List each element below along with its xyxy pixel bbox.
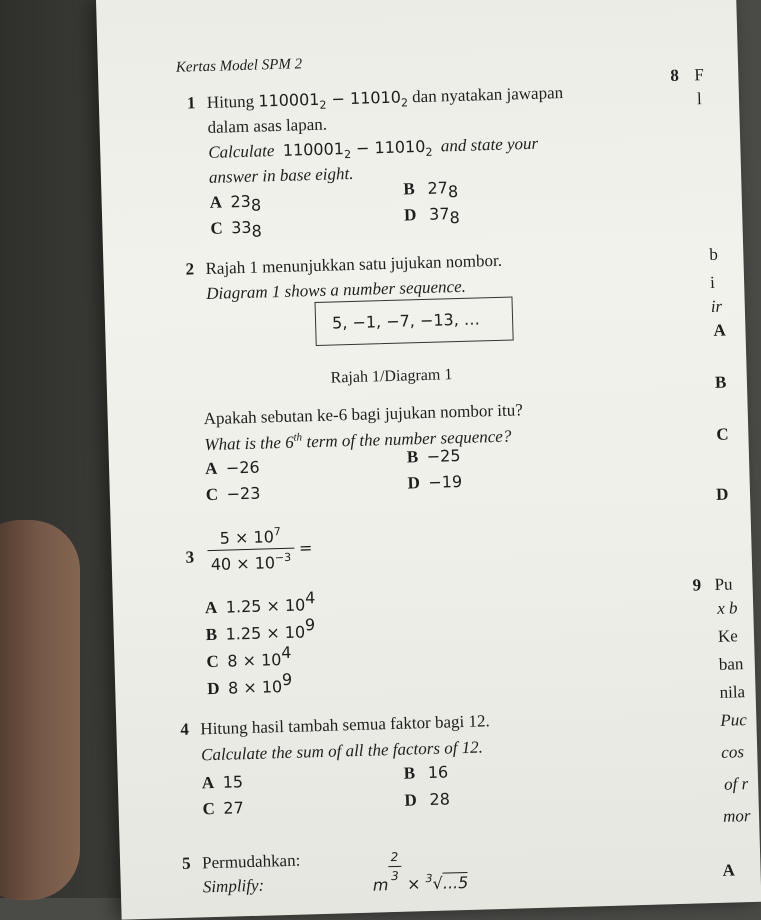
q1-en-pre: Calculate xyxy=(208,141,275,162)
diagram-caption: Rajah 1/Diagram 1 xyxy=(330,366,453,387)
q5-number: 5 xyxy=(181,853,191,873)
q3-equals: = xyxy=(298,538,313,558)
q8-cut-line2: l xyxy=(696,89,702,109)
q8-number: 8 xyxy=(670,65,680,85)
q2-en-q-pre: What is the 6 xyxy=(204,432,294,455)
q1-english-line1 xyxy=(208,134,538,165)
bleed-through-text xyxy=(522,220,528,246)
q3-number: 3 xyxy=(185,547,195,567)
q1-option-c[interactable] xyxy=(210,217,262,241)
option-exp: 4 xyxy=(304,588,316,608)
cut-option-d: D xyxy=(715,484,729,504)
q1-minus: − xyxy=(326,88,351,109)
q4-option-a[interactable] xyxy=(202,772,244,793)
q1-en-expr-b: 11010 xyxy=(374,136,426,158)
option-letter: D xyxy=(404,790,418,810)
option-mant: 8 × 10 xyxy=(227,677,283,698)
q1-base-a: 2 xyxy=(319,98,327,112)
q3-numerator xyxy=(207,525,294,551)
q1-ms-post: dan nyatakan jawapan xyxy=(411,82,564,107)
q2-number: 2 xyxy=(185,259,195,279)
q4-english-stem: Calculate the sum of all the factors of 12. xyxy=(200,737,484,765)
cut-text-xb: x b xyxy=(716,598,738,618)
q3-denominator xyxy=(207,549,294,574)
q2-en-q-sup: th xyxy=(293,431,303,444)
option-letter: A xyxy=(204,597,218,618)
q1-malay-line2: dalam asas lapan. xyxy=(207,114,328,137)
option-mant: 1.25 × 10 xyxy=(225,595,306,617)
q3-den-mant: 40 × 10 xyxy=(210,553,276,575)
option-value: 16 xyxy=(427,762,449,783)
q2-option-a[interactable] xyxy=(205,458,260,480)
sequence-text: 5, −1, −7, −13, … xyxy=(331,309,481,333)
option-exp: 9 xyxy=(281,669,293,690)
q5-exp-num: 2 xyxy=(387,850,401,867)
option-value: −26 xyxy=(225,457,260,478)
q5-malay-stem: Permudahkan: xyxy=(201,850,301,873)
option-value: 33 xyxy=(230,217,252,238)
q1-option-b[interactable] xyxy=(403,178,458,203)
q1-number: 1 xyxy=(186,93,196,113)
q1-en-post: and state your xyxy=(440,133,539,156)
option-value: 37 xyxy=(428,204,450,224)
option-letter: B xyxy=(403,763,416,783)
cut-option-a-bottom: A xyxy=(722,860,736,880)
cut-text-ban: ban xyxy=(718,654,744,674)
option-mant: 1.25 × 10 xyxy=(225,622,306,644)
q2-option-c[interactable] xyxy=(206,484,261,506)
q1-malay-line1 xyxy=(207,83,564,115)
q1-en-minus: − xyxy=(350,138,375,158)
cut-text-cos: cos xyxy=(720,742,745,762)
sequence-box xyxy=(315,296,514,346)
q1-expression-en xyxy=(283,137,433,160)
cut-option-b: B xyxy=(714,372,727,392)
cut-text-ofr: of r xyxy=(723,774,749,794)
q1-expression xyxy=(258,87,408,110)
q1-en-base-b: 2 xyxy=(425,145,433,159)
q4-option-c[interactable] xyxy=(202,798,244,819)
q1-en-base-a: 2 xyxy=(343,147,352,162)
q3-option-c[interactable] xyxy=(206,643,292,672)
q5-english-stem: Simplify: xyxy=(202,875,265,897)
q4-option-d[interactable] xyxy=(404,789,450,810)
q1-option-d[interactable] xyxy=(404,204,460,229)
q4-number: 4 xyxy=(180,719,190,739)
option-value: 28 xyxy=(429,789,451,809)
option-letter: C xyxy=(210,218,223,238)
cut-text-mor: mor xyxy=(722,806,751,826)
q5-times: × xyxy=(406,874,421,894)
q5-expression xyxy=(372,848,469,895)
q1-expr-b: 11010 xyxy=(349,87,402,108)
q3-num-mant: 5 × 10 xyxy=(219,527,275,548)
q5-exp-den: 3 xyxy=(390,868,400,884)
q1-base-b: 2 xyxy=(400,96,409,110)
option-letter: D xyxy=(403,205,417,225)
q3-num-exp: 7 xyxy=(273,525,281,539)
q4-malay-stem: Hitung hasil tambah semua faktor bagi 12. xyxy=(200,711,490,739)
q1-ms-pre: Hitung xyxy=(206,91,255,112)
q2-en-q-post: term of the number sequence? xyxy=(301,426,512,452)
q2-english-stem: Diagram 1 shows a number sequence. xyxy=(205,276,467,304)
thumb xyxy=(0,520,80,900)
option-letter: D xyxy=(207,678,220,699)
q9-cut-text: Pu xyxy=(714,574,733,594)
paper-header: Kertas Model SPM 2 xyxy=(175,56,303,76)
option-exp: 9 xyxy=(304,615,316,635)
cut-text-b: b xyxy=(709,244,719,264)
q5-exponent xyxy=(387,850,402,883)
q5-base: m xyxy=(372,875,389,895)
q9-number: 9 xyxy=(692,575,702,595)
q2-option-b[interactable] xyxy=(407,446,461,467)
cut-option-c: C xyxy=(716,424,729,444)
q3-option-d[interactable] xyxy=(207,670,293,699)
cut-text-nila: nila xyxy=(719,682,746,702)
option-value: 15 xyxy=(222,772,244,792)
q4-option-b[interactable] xyxy=(403,762,448,783)
q1-en-expr-a: 110001 xyxy=(282,139,345,160)
q5-radicand: ...5 xyxy=(442,872,469,893)
q2-english-question xyxy=(204,426,511,456)
q3-option-a[interactable] xyxy=(205,588,316,618)
cut-text-ke: Ke xyxy=(717,626,739,646)
option-letter: A xyxy=(209,192,223,212)
option-value: 27 xyxy=(427,178,449,198)
option-letter: B xyxy=(403,179,416,199)
q3-option-b[interactable] xyxy=(205,615,315,645)
option-value: −23 xyxy=(226,483,261,504)
q2-malay-stem: Rajah 1 menunjukkan satu jujukan nombor. xyxy=(205,250,503,279)
cut-option-a: A xyxy=(713,320,727,340)
q5-root-index: 3 xyxy=(425,871,433,886)
option-letter: D xyxy=(407,473,421,493)
option-base: 8 xyxy=(449,207,461,228)
q8-cut-text: F xyxy=(694,65,705,85)
option-exp: 4 xyxy=(280,642,292,663)
q3-fraction xyxy=(207,525,295,574)
option-value: 23 xyxy=(230,191,252,212)
q2-malay-question: Apakah sebutan ke-6 bagi jujukan nombor itu? xyxy=(203,400,524,429)
option-base: 8 xyxy=(250,195,262,215)
option-mant: 8 × 10 xyxy=(227,650,282,671)
radical-icon: √ xyxy=(432,873,444,893)
option-letter: C xyxy=(205,484,219,505)
q3-den-exp: −3 xyxy=(274,550,292,565)
q1-option-a[interactable] xyxy=(209,191,261,215)
option-letter: B xyxy=(205,624,218,645)
option-value: 27 xyxy=(223,798,245,818)
option-base: 8 xyxy=(251,221,263,241)
option-base: 8 xyxy=(447,181,459,202)
option-letter: A xyxy=(201,773,215,793)
cut-text-ir: ir xyxy=(710,296,723,316)
cut-text-puc: Puc xyxy=(720,710,748,730)
option-letter: B xyxy=(406,447,419,467)
q3-expression xyxy=(207,524,313,574)
q2-option-d[interactable] xyxy=(407,472,462,494)
q1-expr-a: 110001 xyxy=(258,89,320,111)
cut-text-i: i xyxy=(709,272,716,292)
option-letter: C xyxy=(202,798,216,819)
option-letter: A xyxy=(204,458,218,479)
q1-english-line2: answer in base eight. xyxy=(208,163,354,187)
option-value: −25 xyxy=(426,446,461,466)
option-letter: C xyxy=(206,651,220,672)
option-value: −19 xyxy=(428,471,463,492)
exam-paper xyxy=(96,0,761,920)
